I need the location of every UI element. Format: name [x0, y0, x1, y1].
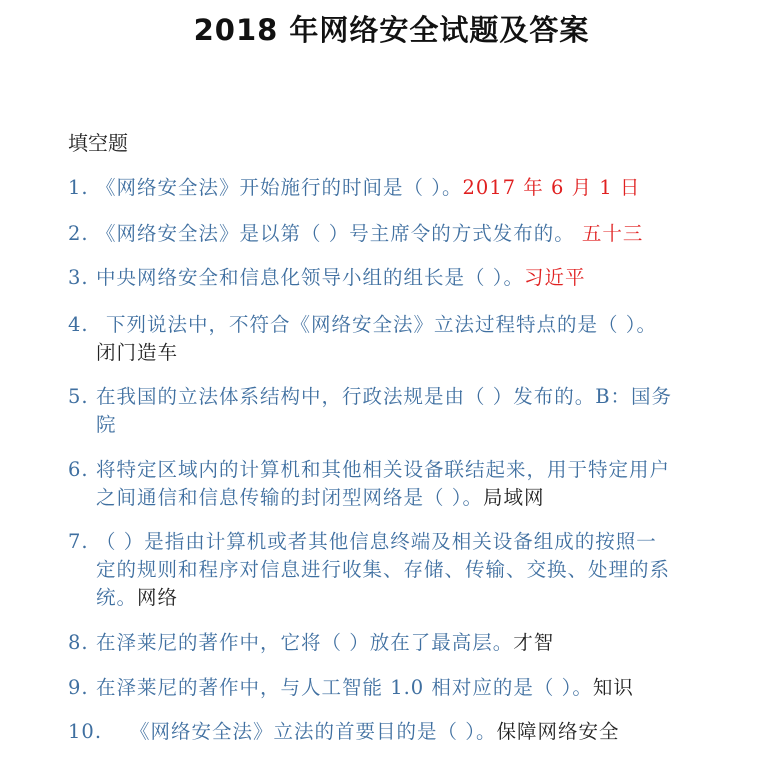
question-number: 4. — [68, 313, 89, 336]
question-1 — [68, 174, 738, 202]
question-answer: 闭门造车 — [96, 341, 179, 364]
question-answer: 保障网络安全 — [496, 720, 620, 743]
question-2 — [68, 220, 738, 248]
question-number: 9. — [68, 676, 89, 699]
question-number: 2. — [68, 222, 89, 245]
question-text: 在泽莱尼的著作中，它将（ ）放在了最高层。 — [96, 631, 514, 654]
question-8 — [68, 629, 738, 657]
question-4 — [68, 311, 738, 367]
question-3 — [68, 264, 738, 292]
question-text: （ ）是指由计算机或者其他信息终端及相关设备组成的按照一 — [96, 530, 657, 553]
question-number: 3. — [68, 266, 89, 289]
question-6 — [68, 456, 738, 512]
question-text: 《网络安全法》是以第（ ）号主席令的方式发布的。 — [96, 222, 575, 245]
question-text: 将特定区域内的计算机和其他相关设备联结起来，用于特定用户 — [96, 458, 671, 481]
question-text: 在泽莱尼的著作中，与人工智能 1.0 相对应的是（ ）。 — [96, 676, 593, 699]
question-number: 6. — [68, 458, 89, 481]
question-number: 5. — [68, 385, 89, 408]
question-number: 1. — [68, 176, 89, 199]
question-answer: 五十三 — [581, 222, 644, 245]
question-text-continued-2: 统。 — [96, 586, 138, 609]
question-answer: 习近平 — [523, 266, 586, 289]
question-text: 在我国的立法体系结构中，行政法规是由（ ）发布的。B：国务 — [96, 385, 673, 408]
question-text: 《网络安全法》开始施行的时间是（ ）。 — [96, 176, 463, 199]
document-title: 2018 年网络安全试题及答案 — [193, 13, 590, 47]
question-number: 8. — [68, 631, 89, 654]
question-answer: 知识 — [592, 676, 634, 699]
question-text-continued: 之间通信和信息传输的封闭型网络是（ ）。 — [96, 486, 483, 509]
question-answer: 局域网 — [482, 486, 545, 509]
question-10 — [68, 718, 738, 746]
question-7 — [68, 528, 738, 612]
question-number: 10. — [68, 720, 103, 743]
question-text-continued: 定的规则和程序对信息进行收集、存储、传输、交换、处理的系 — [96, 558, 671, 581]
question-answer: 2017 年 6 月 1 日 — [462, 176, 641, 199]
question-text: 下列说法中，不符合《网络安全法》立法过程特点的是（ ）。 — [106, 313, 657, 336]
question-9 — [68, 674, 738, 702]
question-text-continued: 院 — [96, 413, 117, 436]
question-answer: 才智 — [513, 631, 555, 654]
question-5 — [68, 383, 738, 439]
question-text: 《网络安全法》立法的首要目的是（ ）。 — [130, 720, 497, 743]
question-text: 中央网络安全和信息化领导小组的组长是（ ）。 — [96, 266, 524, 289]
question-answer: 网络 — [137, 586, 179, 609]
question-number: 7. — [68, 530, 89, 553]
section-heading: 填空题 — [68, 131, 128, 155]
